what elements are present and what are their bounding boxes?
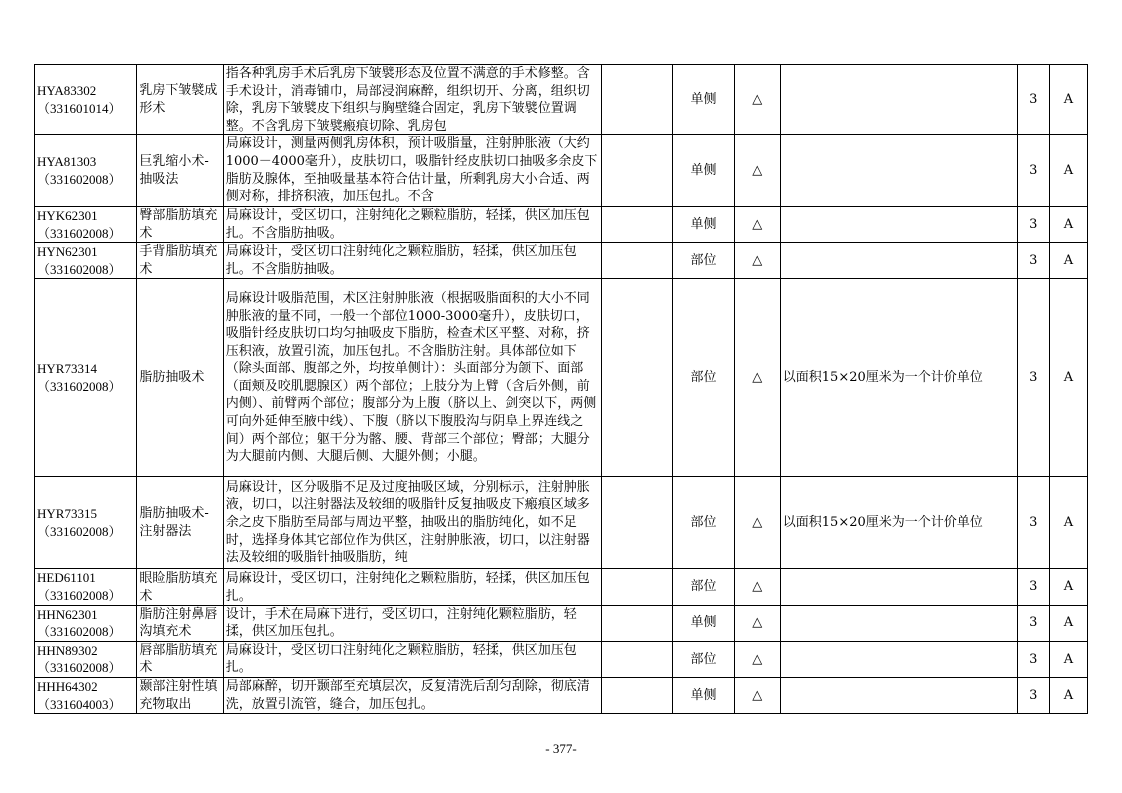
- project-name-cell: [137, 207, 223, 243]
- category-value: A: [1049, 135, 1087, 207]
- category-value: A: [1049, 569, 1087, 605]
- project-name-cell: [137, 135, 223, 207]
- project-content-cell: [223, 135, 601, 207]
- pricing-unit: 单侧: [673, 135, 734, 207]
- category-value: A: [1049, 641, 1087, 677]
- empty-cell: [602, 477, 673, 569]
- project-content: 局麻设计，受区切口，注射纯化之颗粒脂肪，轻揉，供区加压包扎。: [225, 571, 590, 604]
- table-row: [35, 65, 1088, 135]
- project-name-cell: [137, 279, 223, 477]
- reference-code: （331602008）: [37, 225, 122, 241]
- level-value: 3: [1017, 279, 1049, 477]
- category-value: A: [1049, 243, 1087, 279]
- remark: 以面积15×20厘米为一个计价单位: [780, 477, 1017, 569]
- reference-code: （331604003）: [37, 696, 122, 712]
- project-code-cell: [35, 569, 137, 605]
- project-code-cell: [35, 477, 137, 569]
- remark: [780, 677, 1017, 713]
- triangle-mark: △: [734, 207, 780, 243]
- triangle-mark: △: [734, 135, 780, 207]
- table-row: [35, 605, 1088, 641]
- reference-code: （331602008）: [37, 624, 122, 640]
- empty-cell: [602, 605, 673, 641]
- project-name-cell: [137, 677, 223, 713]
- project-name-cell: [137, 477, 223, 569]
- table-body: [35, 65, 1088, 714]
- level-value: 3: [1017, 65, 1049, 135]
- project-name: 手背脂肪填充术: [139, 244, 218, 277]
- project-name-cell: [137, 243, 223, 279]
- project-content: 局麻设计，受区切口注射纯化之颗粒脂肪，轻揉，供区加压包扎。: [225, 642, 577, 676]
- fee-schedule-table: [34, 64, 1088, 714]
- project-code: HYR73314: [37, 361, 97, 377]
- table-row: [35, 569, 1088, 605]
- reference-code: （331602008）: [37, 261, 122, 277]
- table-row: [35, 641, 1088, 677]
- remark: [780, 65, 1017, 135]
- project-code: HYR73315: [37, 506, 97, 522]
- project-name-cell: [137, 65, 223, 135]
- triangle-mark: △: [734, 65, 780, 135]
- project-name-cell: [137, 641, 223, 677]
- level-value: 3: [1017, 605, 1049, 641]
- project-name: 颞部注射性填充物取出: [139, 679, 218, 712]
- triangle-mark: △: [734, 279, 780, 477]
- triangle-mark: △: [734, 569, 780, 605]
- project-content: 局部麻醉，切开颞部至充填层次，反复清洗后刮匀刮除，彻底清洗，放置引流管，缝合，加压包扎。: [225, 679, 590, 712]
- pricing-unit: 部位: [673, 569, 734, 605]
- project-content-cell: [223, 569, 601, 605]
- category-value: A: [1049, 605, 1087, 641]
- empty-cell: [602, 569, 673, 605]
- remark: [780, 243, 1017, 279]
- empty-cell: [602, 207, 673, 243]
- project-name: 脂肪注射鼻唇沟填充术: [139, 606, 218, 640]
- project-content: 局麻设计，受区切口，注射纯化之颗粒脂肪，轻揉，供区加压包扎。不含脂肪抽吸。: [225, 208, 590, 241]
- level-value: 3: [1017, 569, 1049, 605]
- table-row: [35, 477, 1088, 569]
- table-row: [35, 279, 1088, 477]
- project-name: 唇部脂肪填充术: [139, 642, 218, 676]
- reference-code: （331601014）: [37, 100, 122, 116]
- table-row: [35, 243, 1088, 279]
- project-content-cell: [223, 605, 601, 641]
- pricing-unit: 单侧: [673, 207, 734, 243]
- project-name: 巨乳缩小术-抽吸法: [139, 153, 209, 187]
- project-code-cell: [35, 279, 137, 477]
- remark: [780, 641, 1017, 677]
- project-content-cell: [223, 477, 601, 569]
- pricing-unit: 部位: [673, 243, 734, 279]
- empty-cell: [602, 65, 673, 135]
- reference-code: （331602008）: [37, 587, 122, 603]
- project-content: 局麻设计，区分吸脂不足及过度抽吸区域，分别标示，注射肿胀液，切口，以注射器法及较细的吸脂针反复抽吸皮下瘢痕区域多余之皮下脂肪至局部与周边平整，抽吸出的脂肪纯化，如不足时，选择身体其它部位作为供区，注射肿胀液，切口，以注射器法及较细的吸脂针抽吸脂肪，纯: [225, 479, 590, 566]
- project-code: HHN62301: [37, 606, 98, 622]
- project-code-cell: [35, 207, 137, 243]
- project-content-cell: [223, 207, 601, 243]
- project-content-cell: [223, 677, 601, 713]
- project-code: HYA83302: [37, 82, 97, 98]
- pricing-unit: 单侧: [673, 65, 734, 135]
- page-number: - 377-: [545, 741, 577, 756]
- pricing-unit: 单侧: [673, 605, 734, 641]
- category-value: A: [1049, 207, 1087, 243]
- project-name-cell: [137, 569, 223, 605]
- project-content-cell: [223, 641, 601, 677]
- project-content-cell: [223, 65, 601, 135]
- project-name-cell: [137, 605, 223, 641]
- project-content: 设计，手术在局麻下进行，受区切口，注射纯化颗粒脂肪，轻揉，供区加压包扎。: [225, 606, 577, 640]
- project-content: 指各种乳房手术后乳房下皱襞形态及位置不满意的手术修整。含手术设计，消毒铺巾，局部浸润麻醉，组织切开、分离，组织切除，乳房下皱襞皮下组织与胸壁缝合固定，乳房下皱襞位置调整。不含乳房下皱襞瘢痕切除、乳房包: [225, 66, 590, 134]
- triangle-mark: △: [734, 243, 780, 279]
- project-name: 臀部脂肪填充术: [139, 208, 218, 241]
- reference-code: （331602008）: [37, 171, 122, 187]
- pricing-unit: 部位: [673, 477, 734, 569]
- project-code: HED61101: [37, 570, 96, 586]
- project-name: 乳房下皱襞成形术: [139, 82, 218, 116]
- category-value: A: [1049, 677, 1087, 713]
- project-code-cell: [35, 65, 137, 135]
- remark: [780, 207, 1017, 243]
- project-code-cell: [35, 641, 137, 677]
- triangle-mark: △: [734, 641, 780, 677]
- level-value: 3: [1017, 677, 1049, 713]
- pricing-unit: 部位: [673, 279, 734, 477]
- project-content: 局麻设计，受区切口注射纯化之颗粒脂肪，轻揉，供区加压包扎。不含脂肪抽吸。: [225, 244, 577, 277]
- pricing-unit: 单侧: [673, 677, 734, 713]
- empty-cell: [602, 243, 673, 279]
- project-content-cell: [223, 279, 601, 477]
- triangle-mark: △: [734, 605, 780, 641]
- project-code: HHH64302: [37, 678, 98, 694]
- category-value: A: [1049, 477, 1087, 569]
- project-code: HHN89302: [37, 642, 98, 658]
- empty-cell: [602, 641, 673, 677]
- project-name: 脂肪抽吸术-注射器法: [139, 506, 209, 539]
- pricing-unit: 部位: [673, 641, 734, 677]
- category-value: A: [1049, 279, 1087, 477]
- project-name: 眼睑脂肪填充术: [139, 571, 218, 604]
- project-code-cell: [35, 135, 137, 207]
- project-code-cell: [35, 677, 137, 713]
- project-content-cell: [223, 243, 601, 279]
- triangle-mark: △: [734, 477, 780, 569]
- project-content: 局麻设计吸脂范围，术区注射肿胀液（根据吸脂面积的大小不同肿胀液的量不同，一般一个部位1000-3000毫升），皮肤切口，吸脂针经皮肤切口均匀抽吸皮下脂肪，检查术区平整、对称，挤压积液，放置引流，加压包扎。不含脂肪注射。具体部位如下（除头面部、腹部之外，均按单侧计）：头面部分为颌下、面部（面颊及咬肌腮腺区）两个部位；上肢分为上臂（含后外侧，前内侧）、前臂两个部位；腹部分为上腹（脐以上、剑突以下，两侧可向外延伸至腋中线）、下腹（脐以下腹股沟与阴阜上界连线之间）两个部位；躯干分为髂、腰、背部三个部位；臀部；大腿分为大腿前内侧、大腿后侧、大腿外侧；小腿。: [225, 290, 597, 465]
- project-code: HYA81303: [37, 153, 97, 169]
- level-value: 3: [1017, 207, 1049, 243]
- reference-code: （331602008）: [37, 378, 122, 394]
- table-row: [35, 135, 1088, 207]
- project-code-cell: [35, 605, 137, 641]
- table-row: [35, 207, 1088, 243]
- project-name: 脂肪抽吸术: [139, 370, 205, 386]
- project-code: HYK62301: [37, 208, 98, 223]
- reference-code: （331602008）: [37, 660, 122, 676]
- remark: [780, 605, 1017, 641]
- level-value: 3: [1017, 243, 1049, 279]
- project-code: HYN62301: [37, 244, 98, 260]
- remark: [780, 569, 1017, 605]
- empty-cell: [602, 135, 673, 207]
- remark: 以面积15×20厘米为一个计价单位: [780, 279, 1017, 477]
- remark: [780, 135, 1017, 207]
- level-value: 3: [1017, 641, 1049, 677]
- empty-cell: [602, 279, 673, 477]
- category-value: A: [1049, 65, 1087, 135]
- empty-cell: [602, 677, 673, 713]
- triangle-mark: △: [734, 677, 780, 713]
- project-content: 局麻设计，测量两侧乳房体积，预计吸脂量，注射肿胀液（大约1000－4000毫升），皮肤切口，吸脂针经皮肤切口抽吸多余皮下脂肪及腺体，至抽吸量基本符合估计量，所剩乳房大小合适、两侧对称，排挤积液，加压包扎。不含: [225, 136, 598, 205]
- level-value: 3: [1017, 135, 1049, 207]
- table-row: [35, 677, 1088, 713]
- reference-code: （331602008）: [37, 523, 122, 539]
- level-value: 3: [1017, 477, 1049, 569]
- project-code-cell: [35, 243, 137, 279]
